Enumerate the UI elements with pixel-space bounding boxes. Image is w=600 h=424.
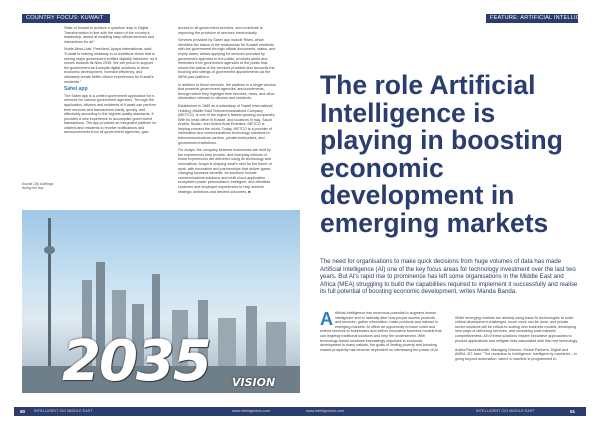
- section-header-right: FEATURE: ARTIFICIAL INTELLIGENCE: [486, 14, 578, 23]
- article-title: The role Artificial Intelligence is playing in boosting economic development in emerging markets: [320, 70, 563, 238]
- paragraph: Services provided by Sahel app include Rises, which identifies the status of the relationship for Kuwaiti residents with the government through official documents, status, and expiry dates; allows applying for services provided by government agencies to the public, provides alerts and reminders from government agencies to the public that shows the status of the services provided and accounts the booking and sittings of government appointments via the MEW-pad platform.: [178, 38, 276, 79]
- vision-subtext: VISION: [232, 376, 276, 389]
- tower-graphic: [44, 246, 55, 254]
- paragraph: The Sahel app is a unified government application for e-services for various government agencies. Through the application, citizens and residents of Kuwait can perform their services and transactions easily, quickly, and effectively according to the highest quality standards. It provides a new experience to accomplish government transactions. The app provides an integrated platform for citizens and residents to receive notifications and announcements from all government agencies, gain: [64, 93, 157, 135]
- paragraph: For Avaya, the company believes businesses are built by the experiences they provide, and everyday millions of those experiences are delivered using its technology and innovations. Avaya is shaping what's next for the future of work, with innovation and partnerships that deliver game-changing business benefits. Its solutions include communications solutions and multi-cloud application ecosystem power personalised, intelligent, and effortless customer and employee experiences to help achieve strategic ambitions and desired outcomes. ■: [178, 148, 272, 194]
- drop-cap: A: [320, 309, 333, 329]
- footer-publication: INTELLIGENT CIO MIDDLE EAST: [476, 409, 535, 413]
- section-header-left: COUNTRY FOCUS: KUWAIT: [22, 14, 110, 23]
- paragraph: State of Kuwait to achieve a quantum leap in Digital Transformation in line with the vision of the country's leadership, aimed at enabling easy official services and interactions for all.": [64, 26, 155, 44]
- footer-right: [300, 407, 586, 416]
- left-column-a: [64, 26, 158, 138]
- paragraph: Noble Abou-Ltaif, President, Ayaya International, said: "Kuwait is making headway in ai ambitious vision that is seeing major government entities digitally transform, so it moves towards its New 2035. We are proud to support the government as it adopts digital solutions to drive economic development, increase efficiency, and ultimately create better citizen experiences for Kuwait's residents.": [64, 47, 158, 84]
- building-graphic: [266, 322, 286, 370]
- footer-url[interactable]: www.intelligentcio.com: [232, 409, 271, 413]
- left-column-b: [178, 26, 276, 197]
- footer-left: [14, 407, 300, 416]
- page-number-right: 51: [570, 409, 576, 414]
- building-graphic: [246, 306, 257, 370]
- subheading: Sahel app: [64, 86, 88, 93]
- footer-publication: INTELLIGENT CIO MIDDLE EAST: [34, 409, 93, 413]
- photo-caption: Kuwait City buildings during the day: [22, 182, 54, 191]
- paragraph: Established in 1989 as a subsidiary of Towell International Holding, Middle East Telecommunications Company (METCO), is one of the region's fastest growing companies. With its head office in Kuwait, and locations in Iraq, Saudi Arabia, Sudan, and United Arab Emirates, METCO is helping connect the world. Today, METCO is a provider of information and communications technology solutions to telecommunications carriers, private enterprises, and government institutions.: [178, 103, 276, 145]
- vision-2035-graphic: 2035: [62, 329, 210, 393]
- page-number-left: 50: [20, 409, 26, 414]
- paragraph: While emerging markets are already using basic AI technologies to solve critical development challenges, much more can be done, and private sector solutions will be critical to scaling new business models, developing new ways of delivering services, and increasing local markets' competitiveness. All of these solutions require innovative approaches to product applications and mitigate risks associated with this new technology. Ankita Raveshkarath, Managing Director, Global Partners, Digital and AMEA, BT, said: "The revolution in Intelligence. intelligent by machines – in going beyond automation, where a machine is programmed to: [455, 315, 578, 361]
- paragraph: In addition to these services, the platform is a single window that presents government agencies' announcements, through which they highlight their services, news, and other information relevant to citizens and residents.: [178, 82, 276, 101]
- paragraph: rtificial Intelligence has enormous potential to augment human intelligence and to radically alter how people access products and services, gather information, make products and interact in emerging markets. AI offers an opportunity to lower costs and extend services to businesses and deliver innovative business models that can leapfrog traditional solutions and help the underserved. With technology-based solutions increasingly important to economic development in many nations, the goals of limiting poverty and boosting shared prosperity has become dependent on harnessing the power of AI.: [320, 311, 442, 352]
- paragraph: access to all government services, and contribute to improving the provision of services electronically.: [178, 26, 263, 35]
- right-column-1: [320, 311, 442, 352]
- tower-graphic: [48, 218, 51, 368]
- right-column-2: [455, 311, 579, 362]
- footer-url[interactable]: www.intelligentcio.com: [306, 409, 345, 413]
- building-graphic: [218, 318, 236, 370]
- standfirst: The need for organisations to make quick decisions from huge volumes of data has made Artificial Intelligence (AI) one of the key focus areas for technology investment over the last two years. But AI's rapid rise to prominence has left some organisations in the Middle East and Africa (MEA) struggling to build the capabilities required to implement it successfully and realise its full potential of boosting economic development, writes Manda Banda.: [320, 258, 578, 296]
- kuwait-city-photo: [22, 210, 300, 393]
